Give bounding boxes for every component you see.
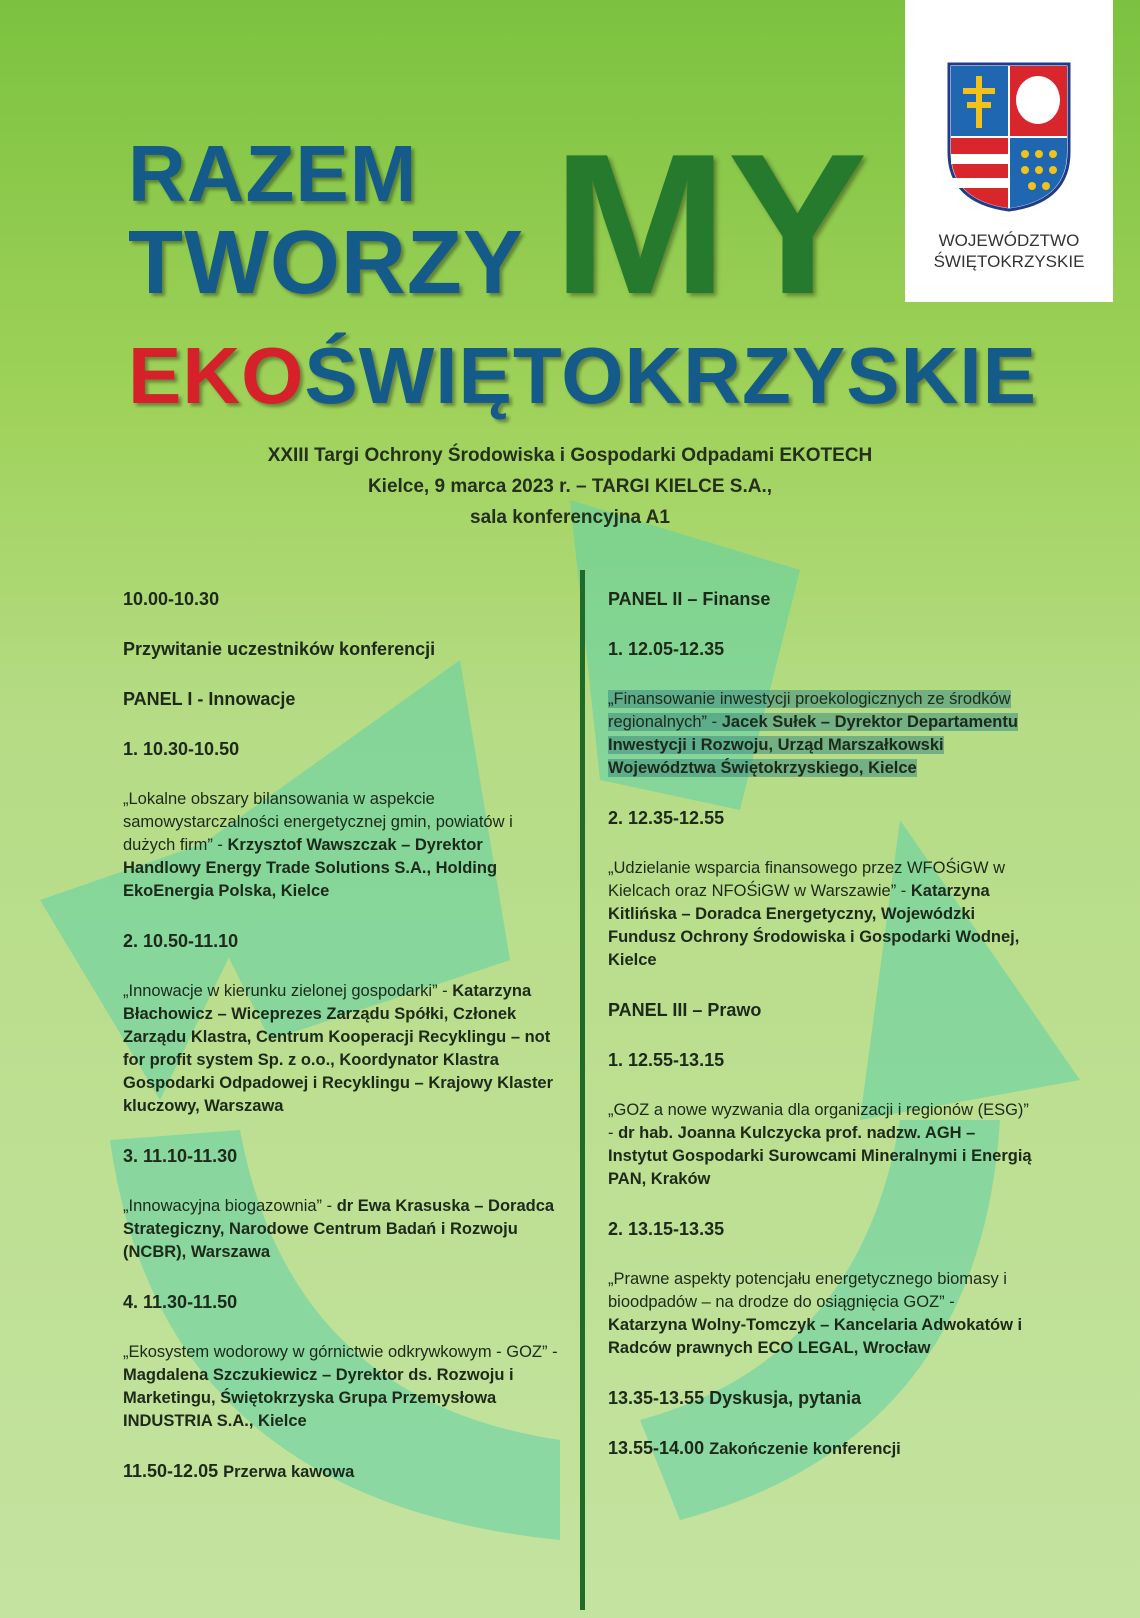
break-time: 11.50-12.05 (123, 1461, 219, 1481)
talk-speaker: Krzysztof Wawszczak – Dyrektor Handlowy Energy Trade Solutions S.A., Holding EkoEnergia Polska, Kielce (123, 836, 498, 900)
talk-title: „Innowacyjna biogazownia” - (123, 1197, 337, 1215)
discussion-slot (608, 1387, 1033, 1410)
talk-title: „Lokalne obszary bilansowania w aspekcie samowystarczalności energetycznej gmin, powiatów i dużych firm” - (123, 790, 513, 854)
time-slot: 1. 12.05-12.35 (608, 639, 725, 659)
talk-title: „Udzielanie wsparcia finansowego przez WFOŚiGW w Kielcach oraz NFOŚiGW w Warszawie” - (608, 859, 1006, 900)
logo-line-1: WOJEWÓDZTWO (938, 231, 1080, 250)
coat-of-arms-icon (947, 62, 1071, 212)
talk-speaker: dr Ewa Krasuska – Doradca Strategiczny, Narodowe Centrum Badań i Rozwoju (NCBR), Warszawa (123, 1197, 555, 1261)
discussion-label: Dyskusja, pytania (709, 1388, 862, 1408)
logo-line-2: ŚWIĘTOKRZYSKIE (933, 252, 1085, 271)
time-slot: 10.00-10.30 (123, 589, 220, 609)
talk-speaker: Katarzyna Błachowicz – Wiceprezes Zarządu Spółki, Członek Zarządu Klastra, Centrum Kooperacji Recyklingu – not for profit system Sp. z o.o., Koordynator Klastra Gospodarki Odpadowej i Recyklingu – Krajowy Klaster kluczowy, Warszawa (123, 982, 554, 1115)
talk-item (123, 1341, 563, 1433)
talk-speaker: Jacek Sułek – Dyrektor Departamentu Inwestycji i Rozwoju, Urząd Marszałkowski Województwa Świętokrzyskiego, Kielce (608, 713, 1018, 777)
time-slot: 3. 11.10-11.30 (123, 1146, 238, 1166)
voivodeship-logo (905, 0, 1113, 302)
right-column (608, 588, 1033, 1488)
headline-my: MY (552, 113, 868, 336)
talk-item (608, 688, 1033, 780)
talk-item (123, 1195, 563, 1264)
talk-item (608, 1099, 1033, 1191)
closing-slot (608, 1437, 1033, 1461)
left-column (123, 588, 563, 1511)
talk-item (608, 1268, 1033, 1360)
talk-speaker: dr hab. Joanna Kulczycka prof. nadzw. AGH – Instytut Gospodarki Surowcami Mineralnymi i Energią PAN, Kraków (608, 1124, 1032, 1188)
closing-label: Zakończenie konferencji (709, 1440, 901, 1458)
headline-ekoswietokrzyskie (128, 330, 1037, 422)
talk-title: „GOZ a nowe wyzwania dla organizacji i regionów (ESG)” - (608, 1101, 1029, 1142)
discussion-time: 13.35-13.55 (608, 1388, 705, 1408)
panel-heading: PANEL III – Prawo (608, 1000, 762, 1020)
subtitle-line: XXIII Targi Ochrony Środowiska i Gospodarki Odpadami EKOTECH (267, 445, 873, 466)
time-slot: 1. 10.30-10.50 (123, 739, 240, 759)
talk-title: „Innowacje w kierunku zielonej gospodarki” - (123, 982, 453, 1000)
time-slot: 2. 10.50-11.10 (123, 931, 239, 951)
talk-speaker: Katarzyna Wolny-Tomczyk – Kancelaria Adwokatów i Radców prawnych ECO LEGAL, Wrocław (608, 1316, 1023, 1357)
logo-text (934, 230, 1085, 272)
headline-eko: EKO (128, 331, 305, 420)
subtitle-line: sala konferencyjna A1 (470, 507, 670, 528)
panel-heading: PANEL I - Innowacje (123, 689, 296, 709)
talk-speaker: Katarzyna Kitlińska – Doradca Energetyczny, Wojewódzki Fundusz Ochrony Środowiska i Gospodarki Wodnej, Kielce (608, 882, 1020, 969)
headline-razem: RAZEM (128, 129, 418, 218)
welcome-label: Przywitanie uczestników konferencji (123, 639, 436, 659)
closing-time: 13.55-14.00 (608, 1438, 705, 1458)
time-slot: 2. 13.15-13.35 (608, 1219, 725, 1239)
break-label: Przerwa kawowa (223, 1463, 355, 1481)
panel-heading: PANEL II – Finanse (608, 589, 771, 609)
column-divider (580, 570, 585, 1610)
event-subtitle (0, 440, 1140, 533)
talk-title: „Prawne aspekty potencjału energetycznego biomasy i bioodpadów – na drodze do osiągnięcia GOZ” - (608, 1270, 1007, 1311)
time-slot: 4. 11.30-11.50 (123, 1292, 238, 1312)
break-slot (123, 1460, 563, 1484)
subtitle-line: Kielce, 9 marca 2023 r. – TARGI KIELCE S.A., (367, 476, 773, 497)
talk-item (123, 980, 563, 1118)
headline-tworzy: TWORZY (128, 213, 524, 313)
time-slot: 1. 12.55-13.15 (608, 1050, 725, 1070)
talk-item (608, 857, 1033, 972)
headline-swietokrzyskie: ŚWIĘTOKRZYSKIE (304, 331, 1037, 420)
talk-item (123, 788, 563, 903)
time-slot: 2. 12.35-12.55 (608, 808, 725, 828)
talk-title: „Ekosystem wodorowy w górnictwie odkrywkowym - GOZ” - (123, 1343, 558, 1361)
talk-title: „Finansowanie inwestycji proekologicznych ze środków regionalnych” - (608, 690, 1011, 731)
talk-speaker: Magdalena Szczukiewicz – Dyrektor ds. Rozwoju i Marketingu, Świętokrzyska Grupa Przemysłowa INDUSTRIA S.A., Kielce (123, 1366, 514, 1430)
